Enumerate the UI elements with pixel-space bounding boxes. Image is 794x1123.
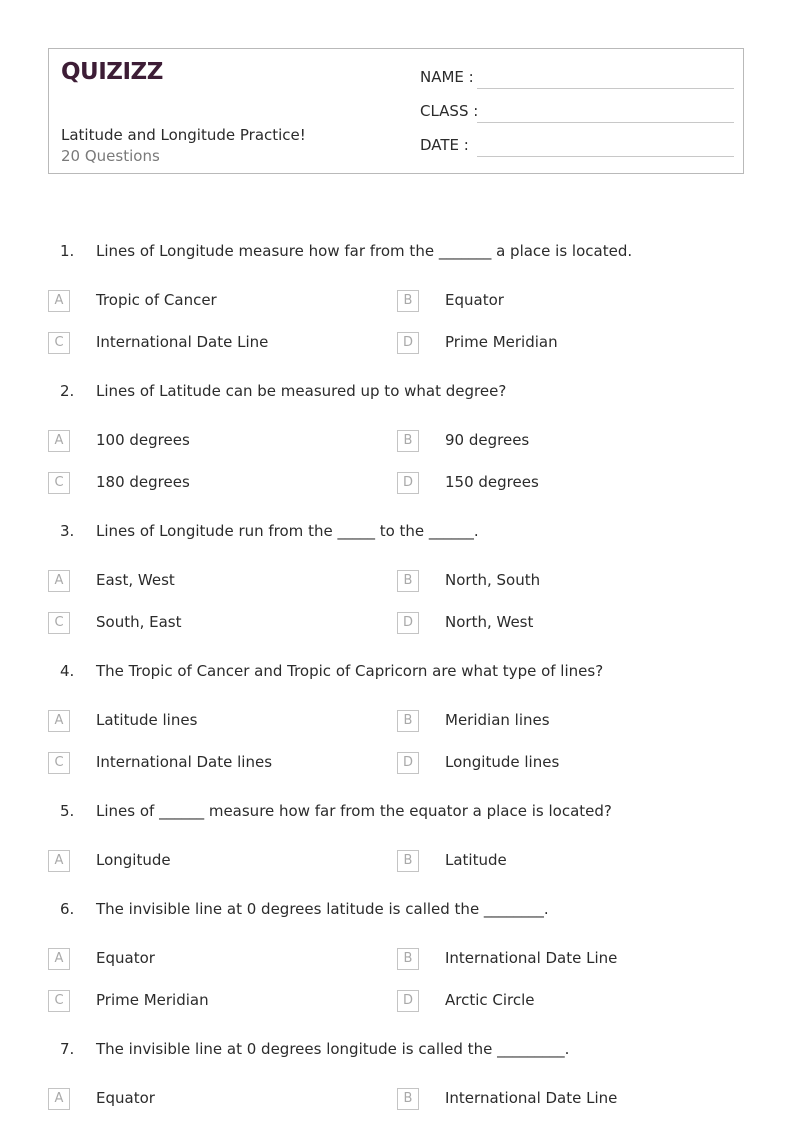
question-number: 7. xyxy=(60,1040,75,1058)
option-letter-box: D xyxy=(397,752,419,774)
option-d xyxy=(397,752,727,776)
option-letter-box: B xyxy=(397,290,419,312)
class-line xyxy=(477,122,734,123)
option-letter-box: D xyxy=(397,472,419,494)
option-b xyxy=(397,430,727,454)
question-number: 2. xyxy=(60,382,75,400)
option-text: Latitude lines xyxy=(96,711,198,729)
quizizz-logo: QUIZIZZ xyxy=(61,59,163,85)
option-text: North, South xyxy=(445,571,541,589)
option-letter-box: D xyxy=(397,990,419,1012)
option-b xyxy=(397,850,727,874)
option-text: South, East xyxy=(96,613,182,631)
option-letter-box: B xyxy=(397,570,419,592)
option-text: International Date lines xyxy=(96,753,273,771)
option-text: Latitude xyxy=(445,851,507,869)
option-a xyxy=(48,1088,378,1112)
worksheet-title: Latitude and Longitude Practice! xyxy=(61,126,306,144)
option-a xyxy=(48,850,378,874)
date-label: DATE : xyxy=(420,136,469,154)
question-number: 4. xyxy=(60,662,75,680)
option-a xyxy=(48,290,378,314)
option-letter-box: A xyxy=(48,1088,70,1110)
option-text: Equator xyxy=(445,291,504,309)
question-text: Lines of Longitude measure how far from the _______ a place is located. xyxy=(96,242,633,260)
option-letter-box: C xyxy=(48,612,70,634)
option-text: 100 degrees xyxy=(96,431,190,449)
option-text: Longitude xyxy=(96,851,171,869)
option-b xyxy=(397,290,727,314)
option-letter-box: C xyxy=(48,990,70,1012)
option-d xyxy=(397,990,727,1014)
option-b xyxy=(397,948,727,972)
question-7 xyxy=(0,1040,794,1064)
question-text: Lines of Longitude run from the _____ to the ______. xyxy=(96,522,479,540)
question-text: The invisible line at 0 degrees latitude is called the ________. xyxy=(96,900,549,918)
worksheet-header xyxy=(48,48,744,174)
option-letter-box: C xyxy=(48,472,70,494)
option-c xyxy=(48,472,378,496)
option-text: International Date Line xyxy=(445,949,618,967)
option-letter-box: B xyxy=(397,1088,419,1110)
option-text: Meridian lines xyxy=(445,711,550,729)
option-text: North, West xyxy=(445,613,534,631)
option-a xyxy=(48,430,378,454)
name-field xyxy=(420,68,734,94)
option-letter-box: A xyxy=(48,850,70,872)
option-text: 90 degrees xyxy=(445,431,530,449)
option-a xyxy=(48,710,378,734)
option-b xyxy=(397,1088,727,1112)
option-text: International Date Line xyxy=(96,333,269,351)
option-c xyxy=(48,332,378,356)
option-letter-box: B xyxy=(397,850,419,872)
option-text: Prime Meridian xyxy=(445,333,558,351)
option-b xyxy=(397,710,727,734)
option-text: Equator xyxy=(96,1089,155,1107)
option-letter-box: B xyxy=(397,710,419,732)
option-text: 180 degrees xyxy=(96,473,190,491)
option-text: Arctic Circle xyxy=(445,991,535,1009)
option-text: Tropic of Cancer xyxy=(96,291,217,309)
option-a xyxy=(48,948,378,972)
option-d xyxy=(397,472,727,496)
option-text: East, West xyxy=(96,571,175,589)
class-label: CLASS : xyxy=(420,102,479,120)
name-line xyxy=(477,88,734,89)
option-c xyxy=(48,752,378,776)
option-b xyxy=(397,570,727,594)
option-text: International Date Line xyxy=(445,1089,618,1107)
question-2 xyxy=(0,382,794,406)
question-3 xyxy=(0,522,794,546)
option-letter-box: C xyxy=(48,332,70,354)
option-letter-box: A xyxy=(48,430,70,452)
question-text: The invisible line at 0 degrees longitude is called the _________. xyxy=(96,1040,570,1058)
date-line xyxy=(477,156,734,157)
option-letter-box: D xyxy=(397,332,419,354)
date-field xyxy=(420,136,734,162)
option-d xyxy=(397,612,727,636)
option-c xyxy=(48,612,378,636)
option-text: Prime Meridian xyxy=(96,991,209,1009)
option-letter-box: B xyxy=(397,948,419,970)
name-label: NAME : xyxy=(420,68,474,86)
question-1 xyxy=(0,242,794,266)
option-c xyxy=(48,990,378,1014)
question-number: 1. xyxy=(60,242,75,260)
class-field xyxy=(420,102,734,128)
question-4 xyxy=(0,662,794,686)
option-text: 150 degrees xyxy=(445,473,539,491)
option-text: Longitude lines xyxy=(445,753,560,771)
option-letter-box: A xyxy=(48,710,70,732)
option-letter-box: B xyxy=(397,430,419,452)
question-number: 3. xyxy=(60,522,75,540)
option-d xyxy=(397,332,727,356)
question-number: 6. xyxy=(60,900,75,918)
option-text: Equator xyxy=(96,949,155,967)
option-letter-box: A xyxy=(48,290,70,312)
option-letter-box: D xyxy=(397,612,419,634)
option-a xyxy=(48,570,378,594)
option-letter-box: C xyxy=(48,752,70,774)
option-letter-box: A xyxy=(48,948,70,970)
question-text: The Tropic of Cancer and Tropic of Capricorn are what type of lines? xyxy=(96,662,604,680)
question-6 xyxy=(0,900,794,924)
question-count: 20 Questions xyxy=(61,147,160,165)
question-text: Lines of Latitude can be measured up to what degree? xyxy=(96,382,507,400)
option-letter-box: A xyxy=(48,570,70,592)
question-5 xyxy=(0,802,794,826)
question-number: 5. xyxy=(60,802,75,820)
question-text: Lines of ______ measure how far from the equator a place is located? xyxy=(96,802,612,820)
